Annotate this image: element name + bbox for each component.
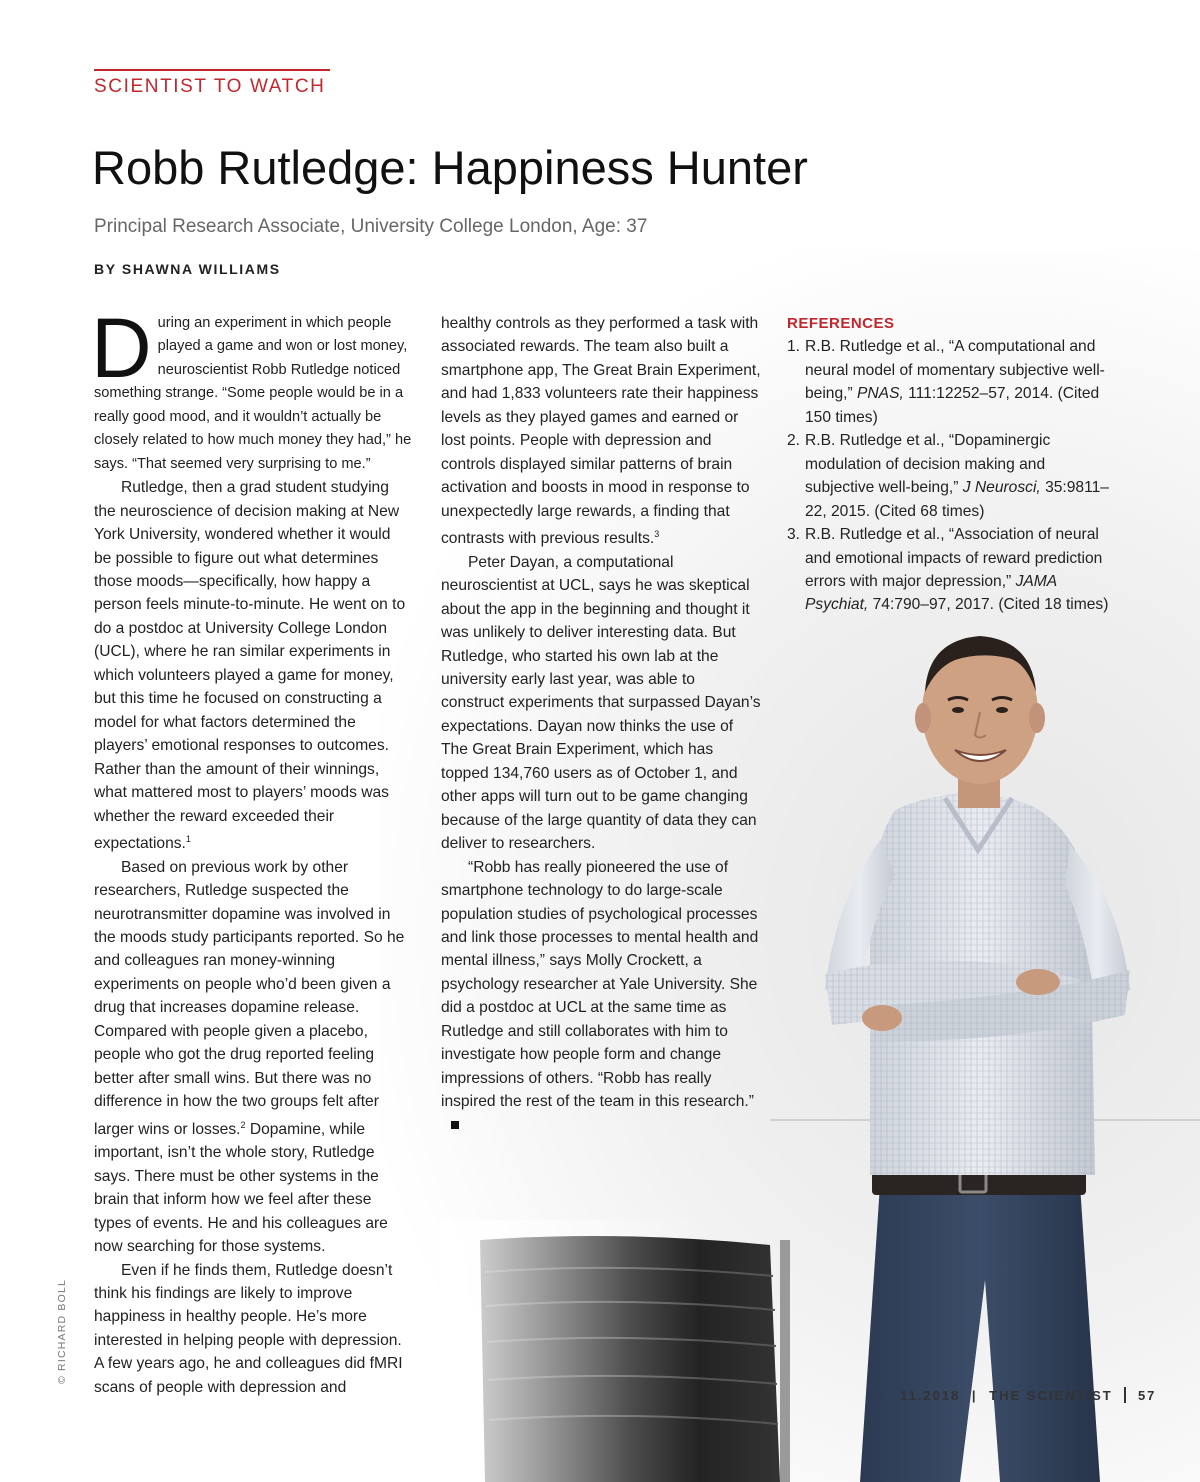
citation-marker: 2	[240, 1119, 246, 1130]
page-footer-line	[900, 1387, 1156, 1403]
article-title: Robb Rutledge: Happiness Hunter	[92, 141, 808, 194]
citation-marker: 3	[654, 529, 660, 540]
references-title: REFERENCES	[787, 315, 895, 332]
paragraph-text: Based on previous work by other researchers, Rutledge suspected the neurotransmitter dopamine was involved in the moods study participants reported. So he and colleagues ran money-winning experiments on people who’d been given a drug that increases dopamine release. Compared with people given a placebo, people who got the drug reported feeling better after small wins. But there was no difference in how the two groups felt after larger wins or losses.	[94, 858, 405, 1138]
article-column-1	[91, 301, 412, 1399]
paragraph	[94, 856, 412, 1259]
paragraph: Peter Dayan, a computational neuroscientist at UCL, says he was skeptical about the app in the beginning and thought it was unlikely to deliver interesting data. But Rutledge, who started his own lab at the university early last year, was able to construct experiments that surpassed Dayan’s expectations. Dayan now thinks the use of The Great Brain Experiment, which has topped 134,760 users as of October 1, and other apps will turn out to be game changing because of the large quantity of data they can deliver to researchers.	[441, 553, 761, 853]
citation-marker: 1	[185, 833, 191, 844]
portrait-photo	[440, 600, 1200, 1482]
reference-text: 35:9811–22, 2015. (Cited 68 times)	[805, 479, 1109, 520]
reference-number: 3.	[787, 526, 801, 544]
magazine-name: THE SCIENTIST	[989, 1388, 1113, 1403]
reference-text: R.B. Rutledge et al., “Dopaminergic modulation of decision making and subjective well-being,”	[805, 432, 1051, 497]
references	[787, 312, 1117, 617]
paragraph-text: “Robb has really pioneered the use of smartphone technology to do large-scale population studies of psychological processes and link those processes to mental health and mental illness,” says Molly Crockett, a psychology researcher at Yale University. She did a postdoc at UCL at the same time as Rutledge and still collaborates with him to investigate how people form and change impressions of others. “Robb has really inspired the rest of the team in this research.”	[441, 858, 759, 1111]
reference-text: R.B. Rutledge et al., “Association of neural and emotional impacts of reward prediction errors with major depression,”	[805, 526, 1103, 590]
reference-journal: JAMA Psychiat,	[805, 572, 1057, 614]
page-number: 57	[1137, 1388, 1157, 1403]
references-list	[787, 335, 1117, 616]
lead-text: uring an experiment in which people played a game and won or lost money, neuroscientist Robb Rutledge noticed something strange. “Some people would be in a really good mood, and it wouldn’t actually be closely related to how much money they had,” he says. “That seemed very surprising to me.”	[94, 315, 412, 472]
person	[825, 636, 1130, 1482]
paragraph-text: Dopamine, while important, isn’t the whole story, Rutledge says. There must be other systems in the brain that inform how we feel after these types of events. He and his colleagues are now searching for those systems.	[94, 1120, 388, 1256]
paragraph-text: Rutledge, then a grad student studying the neuroscience of decision making at New York University, wondered whether it would be possible to figure out what determines those moods—specifically, how happy a person feels minute-to-minute. He went on to do a postdoc at University College London (UCL), where he ran similar experiments in which volunteers played a game for money, but this time he focused on constructing a model for what factors determined the players’ emotional responses to outcomes. Rather than the amount of their winnings, what mattered most to players’ moods was whether the reward exceeded their expectations.	[94, 479, 406, 853]
paragraph: Even if he finds them, Rutledge doesn’t think his findings are likely to improve happiness in healthy people. He’s more interested in helping people with depression. A few years ago, he and colleagues did fMRI scans of people with depression and	[94, 1261, 403, 1396]
reference-text: R.B. Rutledge et al., “A computational and neural model of momentary subjective well-being,”	[805, 338, 1105, 403]
reference-text: 111:12252–57, 2014. (Cited 150 times)	[805, 385, 1100, 426]
reference-number: 1.	[787, 338, 801, 356]
drop-cap: D	[91, 301, 152, 395]
reference-number: 2.	[787, 432, 801, 450]
reference-text: 74:790–97, 2017. (Cited 18 times)	[868, 596, 1109, 614]
lead-paragraph	[91, 301, 412, 476]
chair	[440, 1220, 790, 1482]
paragraph	[94, 476, 412, 855]
footer-divider	[1124, 1387, 1126, 1403]
reference-item	[787, 335, 1117, 429]
footer-separator: |	[971, 1388, 978, 1403]
reference-item	[787, 429, 1117, 523]
section-rule	[94, 69, 330, 71]
article-subtitle: Principal Research Associate, University College London, Age: 37	[94, 216, 648, 237]
paragraph	[441, 312, 761, 551]
reference-journal: J Neurosci,	[962, 479, 1041, 497]
photo-credit: © RICHARD BOLL	[56, 1278, 68, 1384]
issue-date: 11.2018	[900, 1388, 961, 1403]
paragraph-text: healthy controls as they performed a task with associated rewards. The team also built a smartphone app, The Great Brain Experiment, and had 1,833 volunteers rate their happiness levels as they played games and earned or lost points. People with depression and controls displayed similar patterns of brain activation and boosts in mood in response to unexpectedly large rewards, a finding that contrasts with previous results.	[441, 315, 761, 548]
reference-journal: PNAS,	[857, 385, 904, 403]
section-label: SCIENTIST TO WATCH	[94, 76, 326, 97]
byline: BY SHAWNA WILLIAMS	[94, 261, 281, 277]
